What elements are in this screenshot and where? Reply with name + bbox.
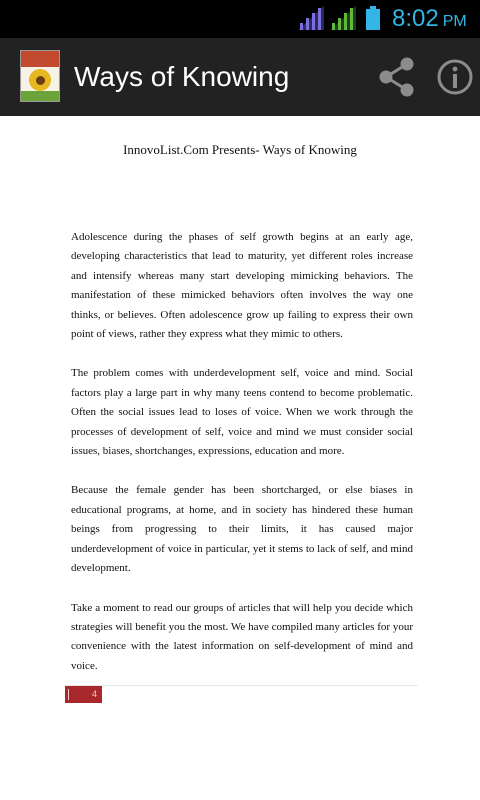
page-number: 4 — [91, 689, 97, 699]
paragraph: Adolescence during the phases of self growth begins at an early age, developing characteristics that lead to maturity, yet different roles increase and intensify whereas many start developing mimicking behaviors. The manifestation of these mimicked behaviors often involves the way one thinks, or believes. Often adolescence grow up failing to express their own point of views, rather they express what they mimic to others. — [71, 231, 413, 341]
document-heading: InnovoList.Com Presents- Ways of Knowing — [123, 142, 357, 157]
action-bar — [0, 38, 480, 116]
clock-ampm: PM — [442, 13, 467, 30]
page-divider — [65, 685, 418, 686]
app-title: Ways of Knowing — [74, 61, 290, 92]
page-number-badge — [65, 686, 102, 703]
battery-icon — [366, 6, 380, 30]
signal-bars-icon — [330, 6, 356, 30]
share-icon[interactable] — [376, 56, 418, 98]
paragraph: The problem comes with underdevelopment self, voice and mind. Social factors play a large part in why many teens contend to become problematic. Often the social issues lead to loses of voice. When we work through the processes of development of self, voice and mind we must consider social issues, biases, shortchanges, expressions, education and more. — [71, 367, 413, 458]
signal-bars-icon — [298, 6, 324, 30]
status-bar — [0, 0, 480, 38]
clock-time: 8:02 — [392, 5, 439, 32]
book-cover-icon[interactable] — [20, 50, 60, 102]
document-page[interactable] — [0, 116, 480, 800]
document-body — [71, 228, 413, 696]
paragraph: Take a moment to read our groups of articles that will help you decide which strategies will benefit you the most. We have compiled many articles for your convenience with the latest information on self-development of mind and voice. — [71, 601, 413, 672]
info-icon[interactable] — [436, 58, 474, 96]
paragraph: Because the female gender has been shortcharged, or else biases in educational programs, at home, and in society has hindered these human beings from progressing to their limits, it has caused major underdevelopment of voice in particular, yet it stems to lack of self, and mind development. — [71, 484, 413, 575]
clock — [392, 4, 467, 37]
